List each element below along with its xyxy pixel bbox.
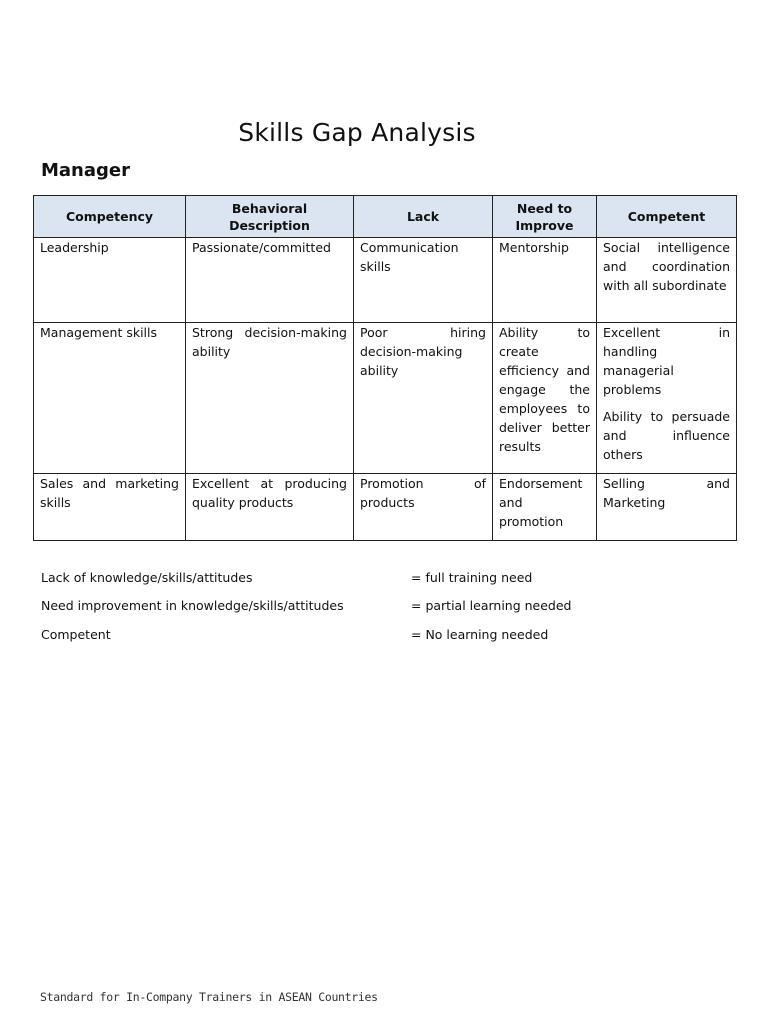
- cell-lack: Promotion of products: [354, 474, 493, 541]
- cell-competent-text: Ability to persuade and influence others: [603, 409, 730, 462]
- cell-competent-text: Excellent in handling managerial problems: [603, 325, 730, 397]
- skills-gap-table: [33, 195, 737, 541]
- legend-label: Competent: [41, 627, 111, 642]
- legend-label: Lack of knowledge/skills/attitudes: [41, 570, 253, 585]
- legend-item: [41, 627, 111, 642]
- table-row: [34, 474, 737, 541]
- cell-competent: [597, 238, 737, 323]
- cell-behavioral-description: Passionate/committed: [186, 238, 354, 323]
- cell-need-to-improve: Mentorship: [493, 238, 597, 323]
- column-header-need-to-improve: Need to Improve: [493, 196, 597, 238]
- legend-value: = No learning needed: [411, 627, 549, 642]
- cell-competent: [597, 323, 737, 474]
- cell-competent-text: Selling and Marketing: [603, 476, 730, 510]
- legend-value: = full training need: [411, 570, 533, 585]
- cell-competency: Leadership: [34, 238, 186, 323]
- cell-lack: Communication skills: [354, 238, 493, 323]
- cell-competency: Management skills: [34, 323, 186, 474]
- column-header-lack: Lack: [354, 196, 493, 238]
- page-footer: Standard for In-Company Trainers in ASEAN Countries: [40, 990, 378, 1004]
- cell-competent: [597, 474, 737, 541]
- table-row: [34, 323, 737, 474]
- cell-need-to-improve: Ability to create efficiency and engage the employees to deliver better results: [493, 323, 597, 474]
- cell-need-to-improve: Endorsement and promotion: [493, 474, 597, 541]
- column-header-competency: Competency: [34, 196, 186, 238]
- document-title: Skills Gap Analysis: [238, 118, 476, 147]
- column-header-behavioral-description: Behavioral Description: [186, 196, 354, 238]
- legend-label: Need improvement in knowledge/skills/attitudes: [41, 598, 344, 613]
- cell-behavioral-description: Excellent at producing quality products: [186, 474, 354, 541]
- legend-item: [41, 598, 344, 613]
- legend-item: [41, 570, 253, 585]
- column-header-competent: Competent: [597, 196, 737, 238]
- cell-competent-text: Social intelligence and coordination with all subordinate: [603, 240, 730, 293]
- table-row: [34, 238, 737, 323]
- legend-value: = partial learning needed: [411, 598, 572, 613]
- table-header-row: [34, 196, 737, 238]
- cell-lack: Poor hiring decision-making ability: [354, 323, 493, 474]
- cell-behavioral-description: Strong decision-making ability: [186, 323, 354, 474]
- cell-competency: Sales and marketing skills: [34, 474, 186, 541]
- section-heading-manager: Manager: [41, 160, 130, 181]
